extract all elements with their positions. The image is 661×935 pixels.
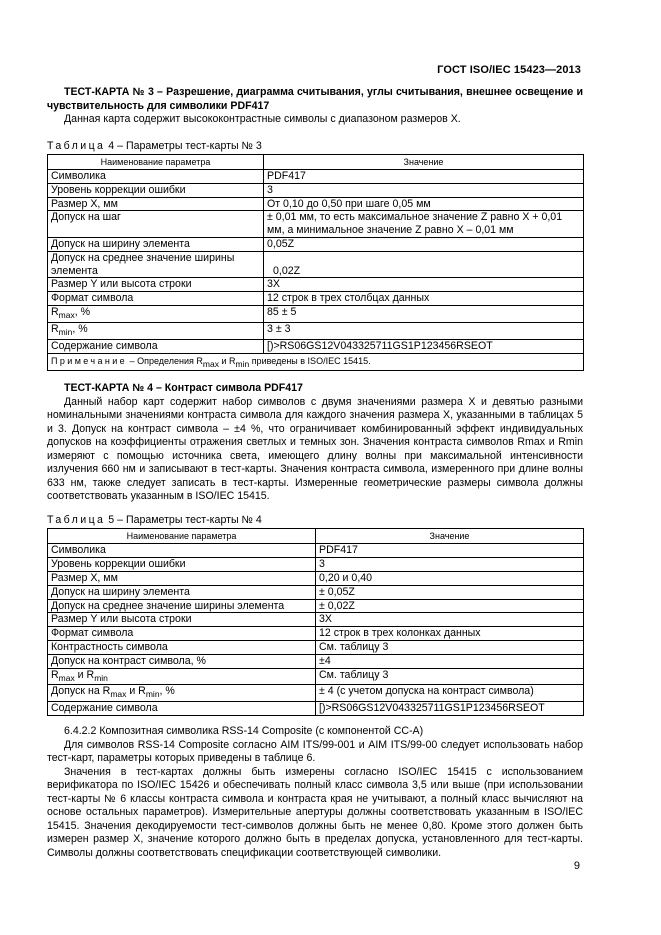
- table-row: Допуск на среднее значение ширины элемента ± 0,02Z: [48, 599, 584, 613]
- section-3-title: ТЕСТ-КАРТА № 3 – Разрешение, диаграмма считывания, углы считывания, внешнее освещение и чувствительность для символики PDF417: [47, 86, 583, 112]
- table-row: $R_{max}$, % 85 ± 5: [48, 305, 584, 322]
- table-row: Допуск на среднее значение ширины элемента 0,02Z: [48, 251, 584, 278]
- table-row: Уровень коррекции ошибки 3: [48, 183, 584, 197]
- table-row: Контрастность символа См. таблицу 3: [48, 640, 584, 654]
- table-row: Содержание символа [)>RS06GS12V043325711GS1P123456RSEOT: [48, 339, 584, 353]
- table-row: Допуск на шаг ± 0,01 мм, то есть максимальное значение Z равно X + 0,01 мм, а минимальное значение Z равно X – 0,01 мм: [48, 211, 584, 238]
- table-5-header-name: Наименование параметра: [48, 529, 316, 544]
- table-4-header-name: Наименование параметра: [48, 155, 264, 170]
- table-row: Допуск на ширину элемента 0,05Z: [48, 237, 584, 251]
- table-4-header-value: Значение: [264, 155, 584, 170]
- table-5: [47, 528, 584, 716]
- document-standard-header: ГОСТ ISO/IEC 15423—2013: [437, 64, 581, 76]
- table-row: $R_{max}$ и $R_{min}$ См. таблицу 3: [48, 668, 584, 685]
- table-row: Формат символа 12 строк в трех столбцах данных: [48, 292, 584, 306]
- table-row: Размер X, мм От 0,10 до 0,50 при шаге 0,05 мм: [48, 197, 584, 211]
- table-row: Содержание символа [)>RS06GS12V043325711GS1P123456RSEOT: [48, 702, 584, 716]
- table-row: Символика PDF417: [48, 170, 584, 184]
- table-row: Размер Y или высота строки 3X: [48, 613, 584, 627]
- table-row: $R_{min}$, % 3 ± 3: [48, 322, 584, 339]
- section-4-text: Данный набор карт содержит набор символов с двумя значениями размера X и девятью разными номинальными значениями контраста символа для каждого значения размера X, указанными в таблицах 5 и 3. Допуск на контраст символа – ±4 %, что ограничивает комбинированный эффект индивидуальных допусков на коэффициенты отражения светлых и темных зон. Значения контраста символов Rmax и Rmin измеряют с помощью источника света, имеющего длину волны при максимальной интенсивности излучения 660 нм и записывают в тест-карты. Значения контраста символа, измеренного при длине волны 633 нм, также следует записать в тест-карты. Измеренные геометрические размеры символа должны соответствовать указанным в ISO/IEC 15415.: [47, 395, 583, 503]
- table-row: Символика PDF417: [48, 544, 584, 558]
- page-number: 9: [573, 860, 580, 872]
- section-3-text: Данная карта содержит высококонтрастные символы с диапазоном размеров X.: [64, 113, 461, 125]
- table-row: Допуск на $R_{max}$ и $R_{min}$, % ± 4 (с учетом допуска на контраст символа): [48, 685, 584, 702]
- table-row: Формат символа 12 строк в трех колонках данных: [48, 627, 584, 641]
- table-4-caption: Таблица 4 – Параметры тест-карты № 3: [47, 139, 262, 152]
- table-row: Уровень коррекции ошибки 3: [48, 558, 584, 572]
- page-body: [47, 86, 583, 860]
- section-6422-heading: 6.4.2.2 Композитная символика RSS-14 Composite (с компонентой CC-A): [64, 725, 424, 738]
- table-row: Допуск на контраст символа, % ±4: [48, 654, 584, 668]
- table-4: [47, 154, 584, 371]
- table-5-caption: Таблица 5 – Параметры тест-карты № 4: [47, 513, 262, 526]
- table-4-note: Примечание – Определения $R_{max}$ и $R_{min}$ приведены в ISO/IEC 15415.: [48, 353, 584, 371]
- section-6422-paragraph-2: Значения в тест-картах должны быть измерены согласно ISO/IEC 15415 с использованием верификатора по ISO/IEC 15426 и обеспечивать полный класс символа 3,5 или выше (при использовании тест-карты № 6 классы контраста символа и контраста края не учитывают, а полный класс вычисляют на основе остальных параметров). Измерительные апертуры должны соответствовать указанным в ISO/IEC 15415. Значения декодируемости тест-символов должны быть не менее 0,80. Кроме этого должен быть измерен размер X, значение которого должно быть в пределах допуска, установленного для тест-карты. Символы должны соответствовать спецификации соответствующей символики.: [47, 765, 583, 859]
- section-4-title: ТЕСТ-КАРТА № 4 – Контраст символа PDF417: [64, 382, 303, 395]
- table-row: Допуск на ширину элемента ± 0,05Z: [48, 585, 584, 599]
- table-row: Размер X, мм 0,20 и 0,40: [48, 571, 584, 585]
- section-6422-paragraph-1: Для символов RSS-14 Composite согласно AIM ITS/99-001 и AIM ITS/99-00 следует использовать набор тест-карт, параметры которых приведены в таблице 6.: [47, 738, 583, 765]
- table-5-header-value: Значение: [316, 529, 584, 544]
- table-row: Размер Y или высота строки 3X: [48, 278, 584, 292]
